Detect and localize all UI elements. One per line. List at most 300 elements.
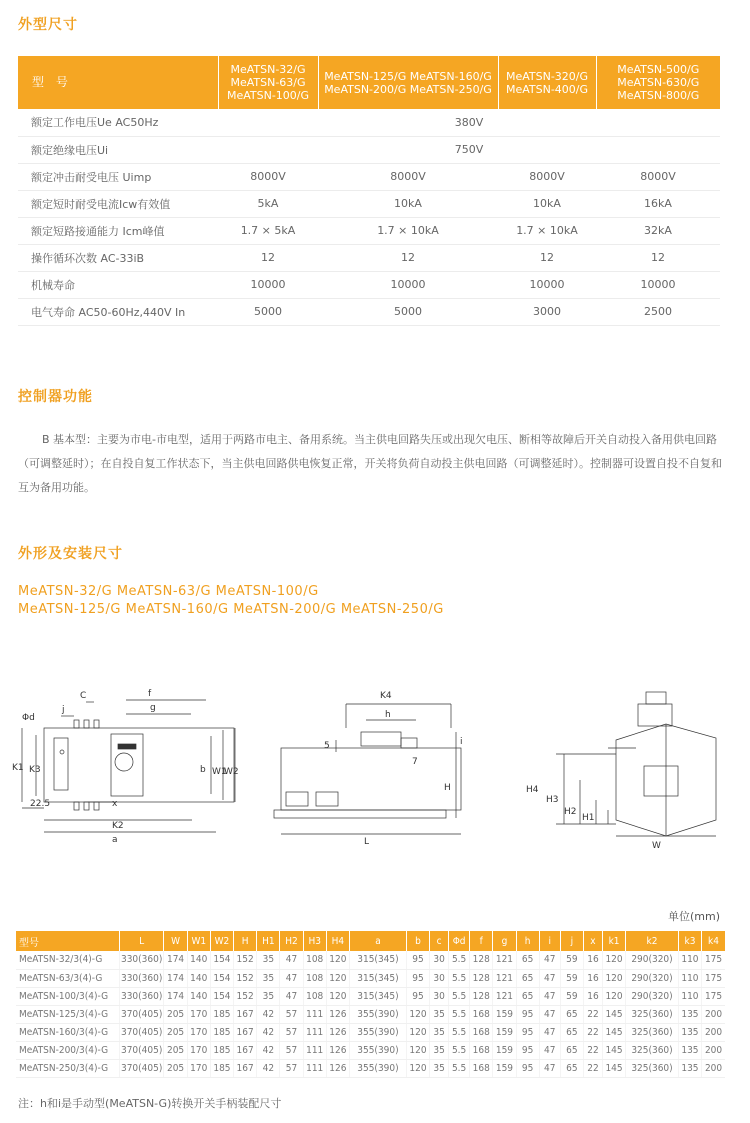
dims-value-cell: 57 (280, 1023, 303, 1041)
spec-cell: 12 (596, 244, 720, 271)
dims-value-cell: 35 (430, 1005, 449, 1023)
dims-value-cell: 47 (280, 969, 303, 987)
dims-value-cell: 47 (539, 1005, 560, 1023)
spec-cell: 5000 (218, 298, 318, 325)
dims-model-cell: MeATSN-200/3(4)-G (16, 1041, 119, 1059)
dims-value-cell: 159 (493, 1041, 516, 1059)
dim-label: i (460, 737, 463, 747)
dims-value-cell: 57 (280, 1041, 303, 1059)
dims-header-row (16, 931, 725, 951)
dims-value-cell: 47 (539, 1041, 560, 1059)
dims-header-cell: j (560, 931, 583, 951)
spec-row (18, 190, 720, 217)
dims-value-cell: 110 (678, 987, 701, 1005)
model-line-1: MeATSN-32/G MeATSN-63/G MeATSN-100/G (18, 584, 319, 599)
front-view-labels (12, 689, 239, 845)
dims-value-cell: 22 (583, 1059, 602, 1077)
dims-header-cell: f (470, 931, 493, 951)
dims-value-cell: 145 (602, 1041, 625, 1059)
dims-value-cell: 121 (493, 987, 516, 1005)
dims-value-cell: 128 (470, 969, 493, 987)
dims-row (16, 1023, 725, 1041)
dim-label: K1 (12, 763, 24, 773)
dims-value-cell: 174 (164, 969, 187, 987)
dim-label: K3 (29, 765, 41, 775)
section-title-install: 外形及安装尺寸 (18, 546, 123, 562)
dims-value-cell: 315(345) (349, 987, 406, 1005)
spec-cell: 5000 (318, 298, 498, 325)
spec-row-label: 额定短时耐受电流Icw有效值 (18, 190, 218, 217)
dims-value-cell: 168 (470, 1023, 493, 1041)
spec-cell: 5kA (218, 190, 318, 217)
model-name: MeATSN-63/G (230, 76, 306, 89)
spec-header-col1 (218, 56, 318, 109)
dims-value-cell: 185 (210, 1005, 233, 1023)
dims-model-cell: MeATSN-32/3(4)-G (16, 951, 119, 969)
dims-value-cell: 200 (702, 1059, 725, 1077)
dims-value-cell: 140 (187, 987, 210, 1005)
spec-row (18, 271, 720, 298)
dims-value-cell: 5.5 (449, 1005, 470, 1023)
dims-value-cell: 42 (257, 1041, 280, 1059)
dims-value-cell: 35 (430, 1023, 449, 1041)
dims-row (16, 951, 725, 969)
dims-value-cell: 35 (257, 969, 280, 987)
dims-value-cell: 290(320) (626, 987, 679, 1005)
dims-header-cell: k1 (602, 931, 625, 951)
spec-cell: 1.7 × 5kA (218, 217, 318, 244)
dims-model-cell: MeATSN-160/3(4)-G (16, 1023, 119, 1041)
dims-value-cell: 205 (164, 1005, 187, 1023)
dims-value-cell: 167 (234, 1023, 257, 1041)
spec-row-label: 机械寿命 (18, 271, 218, 298)
dims-value-cell: 330(360) (119, 987, 164, 1005)
dim-label: W1 (212, 767, 227, 777)
dims-row (16, 969, 725, 987)
dims-value-cell: 120 (406, 1023, 429, 1041)
model-name: MeATSN-500/G (617, 63, 700, 76)
dim-label: Φd (22, 713, 35, 723)
dims-value-cell: 325(360) (626, 1023, 679, 1041)
dims-value-cell: 65 (560, 1023, 583, 1041)
dims-header-cell: a (349, 931, 406, 951)
dims-value-cell: 325(360) (626, 1059, 679, 1077)
dim-label: 22.5 (30, 799, 51, 809)
dims-value-cell: 167 (234, 1059, 257, 1077)
dims-value-cell: 47 (280, 987, 303, 1005)
spec-row-label: 电气寿命 AC50-60Hz,440V In (18, 298, 218, 325)
spec-cell: 8000V (596, 163, 720, 190)
dims-value-cell: 30 (430, 969, 449, 987)
dims-header-cell: H1 (257, 931, 280, 951)
dims-value-cell: 170 (187, 1041, 210, 1059)
spec-row-label: 额定短路接通能力 Icm峰值 (18, 217, 218, 244)
dims-value-cell: 170 (187, 1023, 210, 1041)
dims-value-cell: 135 (678, 1059, 701, 1077)
dim-label: K4 (380, 691, 392, 701)
dims-value-cell: 47 (539, 969, 560, 987)
spec-cell: 8000V (498, 163, 596, 190)
spec-cell: 1.7 × 10kA (318, 217, 498, 244)
spec-cell: 380V (218, 109, 720, 136)
dims-header-cell: i (539, 931, 560, 951)
dims-value-cell: 126 (326, 1059, 349, 1077)
dims-value-cell: 47 (539, 1059, 560, 1077)
dim-label: H2 (564, 807, 577, 817)
dims-value-cell: 42 (257, 1059, 280, 1077)
dim-label: b (200, 765, 206, 775)
dims-value-cell: 5.5 (449, 987, 470, 1005)
dims-value-cell: 140 (187, 951, 210, 969)
dims-value-cell: 154 (210, 951, 233, 969)
dims-header-cell: k2 (626, 931, 679, 951)
dims-value-cell: 65 (560, 1041, 583, 1059)
dims-value-cell: 200 (702, 1005, 725, 1023)
dims-value-cell: 95 (516, 1059, 539, 1077)
dims-value-cell: 145 (602, 1059, 625, 1077)
dims-value-cell: 65 (516, 951, 539, 969)
dim-label: C (80, 691, 87, 701)
spec-row (18, 109, 720, 136)
dims-value-cell: 121 (493, 969, 516, 987)
dims-header-cell: Φd (449, 931, 470, 951)
dims-value-cell: 126 (326, 1005, 349, 1023)
dims-value-cell: 325(360) (626, 1005, 679, 1023)
spec-row (18, 298, 720, 325)
dims-value-cell: 120 (602, 969, 625, 987)
dims-value-cell: 185 (210, 1023, 233, 1041)
dims-value-cell: 168 (470, 1005, 493, 1023)
dims-value-cell: 5.5 (449, 1059, 470, 1077)
dims-value-cell: 154 (210, 969, 233, 987)
dims-value-cell: 65 (516, 969, 539, 987)
dims-header-cell: h (516, 931, 539, 951)
footnote: 注：h和i是手动型(MeATSN-G)转换开关手柄装配尺寸 (18, 1097, 282, 1110)
spec-cell: 750V (218, 136, 720, 163)
spec-cell: 10000 (318, 271, 498, 298)
dims-value-cell: 370(405) (119, 1023, 164, 1041)
spec-cell: 10000 (596, 271, 720, 298)
dims-value-cell: 57 (280, 1059, 303, 1077)
dims-value-cell: 16 (583, 987, 602, 1005)
spec-row (18, 244, 720, 271)
dims-value-cell: 159 (493, 1005, 516, 1023)
dim-label: 7 (412, 757, 418, 767)
dims-value-cell: 30 (430, 951, 449, 969)
dims-value-cell: 111 (303, 1041, 326, 1059)
dims-value-cell: 126 (326, 1023, 349, 1041)
dims-value-cell: 135 (678, 1023, 701, 1041)
spec-cell: 12 (218, 244, 318, 271)
spec-header-col2 (318, 56, 498, 109)
side-view-labels (324, 691, 463, 847)
dims-value-cell: 120 (326, 987, 349, 1005)
spec-cell: 12 (318, 244, 498, 271)
dims-value-cell: 325(360) (626, 1041, 679, 1059)
dims-header-cell: k3 (678, 931, 701, 951)
spec-header-row (18, 56, 720, 109)
dims-value-cell: 22 (583, 1023, 602, 1041)
dims-value-cell: 35 (430, 1059, 449, 1077)
dims-header-cell: b (406, 931, 429, 951)
dims-value-cell: 370(405) (119, 1059, 164, 1077)
spec-cell: 10kA (318, 190, 498, 217)
dims-value-cell: 370(405) (119, 1005, 164, 1023)
dims-value-cell: 111 (303, 1005, 326, 1023)
dims-value-cell: 16 (583, 951, 602, 969)
dims-value-cell: 168 (470, 1059, 493, 1077)
dims-value-cell: 170 (187, 1005, 210, 1023)
dims-value-cell: 140 (187, 969, 210, 987)
dims-model-cell: MeATSN-125/3(4)-G (16, 1005, 119, 1023)
dims-value-cell: 95 (406, 987, 429, 1005)
dims-value-cell: 47 (539, 951, 560, 969)
model-name: MeATSN-100/G (226, 89, 310, 102)
dim-label: L (364, 837, 370, 847)
spec-cell: 2500 (596, 298, 720, 325)
dims-header-cell: H (234, 931, 257, 951)
dims-value-cell: 290(320) (626, 951, 679, 969)
dims-value-cell: 355(390) (349, 1041, 406, 1059)
dims-value-cell: 121 (493, 951, 516, 969)
dims-value-cell: 59 (560, 969, 583, 987)
dims-value-cell: 57 (280, 1005, 303, 1023)
model-name: MeATSN-200/G MeATSN-250/G (324, 82, 492, 96)
dim-label: g (150, 703, 156, 713)
dims-value-cell: 159 (493, 1023, 516, 1041)
dims-value-cell: 47 (539, 1023, 560, 1041)
dims-header-cell: H2 (280, 931, 303, 951)
dims-value-cell: 5.5 (449, 951, 470, 969)
dims-value-cell: 95 (406, 951, 429, 969)
dims-value-cell: 135 (678, 1005, 701, 1023)
dims-header-model: 型号 (16, 931, 119, 951)
dims-value-cell: 152 (234, 951, 257, 969)
dims-value-cell: 330(360) (119, 969, 164, 987)
dims-header-cell: k4 (702, 931, 725, 951)
dims-row (16, 1005, 725, 1023)
dims-value-cell: 330(360) (119, 951, 164, 969)
spec-row (18, 136, 720, 163)
dims-value-cell: 135 (678, 1041, 701, 1059)
dim-label: a (112, 835, 118, 845)
dim-label: f (148, 689, 152, 699)
spec-row-label: 额定绝缘电压Ui (18, 136, 218, 163)
spec-cell: 10000 (218, 271, 318, 298)
model-name: MeATSN-32/G (230, 63, 306, 76)
dims-value-cell: 30 (430, 987, 449, 1005)
model-name: MeATSN-630/G (617, 76, 700, 89)
dims-row (16, 1059, 725, 1077)
dims-value-cell: 315(345) (349, 951, 406, 969)
dims-header-cell: c (430, 931, 449, 951)
model-name: MeATSN-125/G MeATSN-160/G (324, 69, 492, 83)
dim-label: j (62, 705, 65, 715)
dims-model-cell: MeATSN-250/3(4)-G (16, 1059, 119, 1077)
dims-model-cell: MeATSN-63/3(4)-G (16, 969, 119, 987)
spec-header-model: 型 号 (18, 56, 218, 109)
dims-value-cell: 128 (470, 951, 493, 969)
spec-row (18, 163, 720, 190)
dims-value-cell: 35 (257, 987, 280, 1005)
spec-row (18, 217, 720, 244)
dims-value-cell: 95 (406, 969, 429, 987)
dim-label: h (385, 710, 391, 720)
spec-cell: 3000 (498, 298, 596, 325)
dims-value-cell: 95 (516, 1023, 539, 1041)
spec-cell: 1.7 × 10kA (498, 217, 596, 244)
dims-value-cell: 120 (602, 951, 625, 969)
dims-value-cell: 120 (406, 1059, 429, 1077)
dims-value-cell: 370(405) (119, 1041, 164, 1059)
spec-cell: 8000V (218, 163, 318, 190)
spec-row-label: 操作循环次数 AC-33iB (18, 244, 218, 271)
dims-header-cell: W1 (187, 931, 210, 951)
dims-value-cell: 16 (583, 969, 602, 987)
dims-value-cell: 145 (602, 1005, 625, 1023)
dims-value-cell: 152 (234, 969, 257, 987)
dims-value-cell: 154 (210, 987, 233, 1005)
dims-value-cell: 120 (602, 987, 625, 1005)
dim-label: x (112, 799, 118, 809)
dims-value-cell: 290(320) (626, 969, 679, 987)
spec-cell: 8000V (318, 163, 498, 190)
dims-value-cell: 22 (583, 1041, 602, 1059)
dims-value-cell: 65 (560, 1059, 583, 1077)
spec-row-label: 额定冲击耐受电压 Uimp (18, 163, 218, 190)
dims-value-cell: 168 (470, 1041, 493, 1059)
dims-value-cell: 205 (164, 1041, 187, 1059)
dims-value-cell: 5.5 (449, 969, 470, 987)
dims-model-cell: MeATSN-100/3(4)-G (16, 987, 119, 1005)
dims-value-cell: 315(345) (349, 969, 406, 987)
dims-value-cell: 110 (678, 951, 701, 969)
dims-value-cell: 175 (702, 969, 725, 987)
dims-value-cell: 5.5 (449, 1041, 470, 1059)
dims-value-cell: 59 (560, 951, 583, 969)
dims-value-cell: 65 (516, 987, 539, 1005)
iso-view-labels (526, 785, 661, 851)
dims-value-cell: 5.5 (449, 1023, 470, 1041)
dims-value-cell: 47 (280, 951, 303, 969)
dims-value-cell: 110 (678, 969, 701, 987)
dims-value-cell: 108 (303, 951, 326, 969)
dims-header-cell: W (164, 931, 187, 951)
dims-value-cell: 95 (516, 1005, 539, 1023)
dim-label: 5 (324, 741, 330, 751)
dims-value-cell: 170 (187, 1059, 210, 1077)
dims-header-cell: g (493, 931, 516, 951)
dim-label: K2 (112, 821, 124, 831)
dims-value-cell: 175 (702, 951, 725, 969)
dims-header-cell: L (119, 931, 164, 951)
dims-value-cell: 174 (164, 987, 187, 1005)
dims-value-cell: 128 (470, 987, 493, 1005)
dims-value-cell: 108 (303, 987, 326, 1005)
dims-value-cell: 95 (516, 1041, 539, 1059)
dims-value-cell: 185 (210, 1041, 233, 1059)
dims-value-cell: 185 (210, 1059, 233, 1077)
dims-value-cell: 108 (303, 969, 326, 987)
dims-value-cell: 205 (164, 1059, 187, 1077)
dims-row (16, 987, 725, 1005)
dimensions-table (16, 931, 725, 1078)
dims-value-cell: 47 (539, 987, 560, 1005)
spec-row-label: 额定工作电压Ue AC50Hz (18, 109, 218, 136)
dims-value-cell: 175 (702, 987, 725, 1005)
dims-value-cell: 355(390) (349, 1023, 406, 1041)
dims-header-cell: W2 (210, 931, 233, 951)
dims-header-cell: H3 (303, 931, 326, 951)
dims-value-cell: 35 (430, 1041, 449, 1059)
dims-value-cell: 120 (406, 1041, 429, 1059)
dims-value-cell: 42 (257, 1005, 280, 1023)
dims-value-cell: 200 (702, 1041, 725, 1059)
model-line-2: MeATSN-125/G MeATSN-160/G MeATSN-200/G MeATSN-250/G (18, 602, 444, 617)
dims-value-cell: 152 (234, 987, 257, 1005)
dims-value-cell: 159 (493, 1059, 516, 1077)
installation-drawings (12, 680, 726, 860)
controller-description: B 基本型：主要为市电-市电型，适用于两路市电主、备用系统。当主供电回路失压或出现欠电压、断相等故障后开关自动投入备用供电回路（可调整延时）；在自投自复工作状态下，当主供电回路供电恢复正常，开关将负荷自动投主供电回路（可调整延时）。控制器可设置自投不自复和互为备用功能。 (18, 433, 722, 494)
dim-label: H1 (582, 813, 595, 823)
dim-label: H4 (526, 785, 539, 795)
dims-value-cell: 200 (702, 1023, 725, 1041)
dims-value-cell: 120 (326, 969, 349, 987)
unit-label: 单位(mm) (667, 910, 720, 923)
dim-label: H3 (546, 795, 559, 805)
dims-value-cell: 59 (560, 987, 583, 1005)
side-view-drawing (274, 704, 461, 834)
dims-value-cell: 355(390) (349, 1005, 406, 1023)
dims-row (16, 1041, 725, 1059)
dims-header-cell: H4 (326, 931, 349, 951)
dims-value-cell: 120 (326, 951, 349, 969)
dims-value-cell: 205 (164, 1023, 187, 1041)
model-name: MeATSN-320/G (505, 69, 589, 83)
model-name: MeATSN-400/G (505, 82, 589, 96)
dims-header-cell: x (583, 931, 602, 951)
dims-value-cell: 120 (406, 1005, 429, 1023)
dim-label: H (444, 783, 451, 793)
spec-table (18, 56, 720, 326)
dims-value-cell: 42 (257, 1023, 280, 1041)
dim-label: W2 (224, 767, 239, 777)
dims-value-cell: 126 (326, 1041, 349, 1059)
dims-value-cell: 35 (257, 951, 280, 969)
section-title-outline: 外型尺寸 (18, 17, 78, 33)
dims-value-cell: 355(390) (349, 1059, 406, 1077)
spec-cell: 10kA (498, 190, 596, 217)
dims-value-cell: 65 (560, 1005, 583, 1023)
spec-cell: 12 (498, 244, 596, 271)
dims-value-cell: 167 (234, 1041, 257, 1059)
section-title-controller: 控制器功能 (18, 389, 93, 405)
model-name: MeATSN-800/G (617, 89, 700, 102)
spec-cell: 10000 (498, 271, 596, 298)
dims-value-cell: 174 (164, 951, 187, 969)
dims-value-cell: 111 (303, 1059, 326, 1077)
spec-header-col3 (498, 56, 596, 109)
dims-value-cell: 145 (602, 1023, 625, 1041)
iso-view-drawing (556, 692, 716, 836)
spec-cell: 16kA (596, 190, 720, 217)
dims-value-cell: 111 (303, 1023, 326, 1041)
spec-header-col4 (596, 56, 720, 109)
dim-label: W (652, 841, 661, 851)
dims-value-cell: 22 (583, 1005, 602, 1023)
dims-value-cell: 167 (234, 1005, 257, 1023)
spec-cell: 32kA (596, 217, 720, 244)
